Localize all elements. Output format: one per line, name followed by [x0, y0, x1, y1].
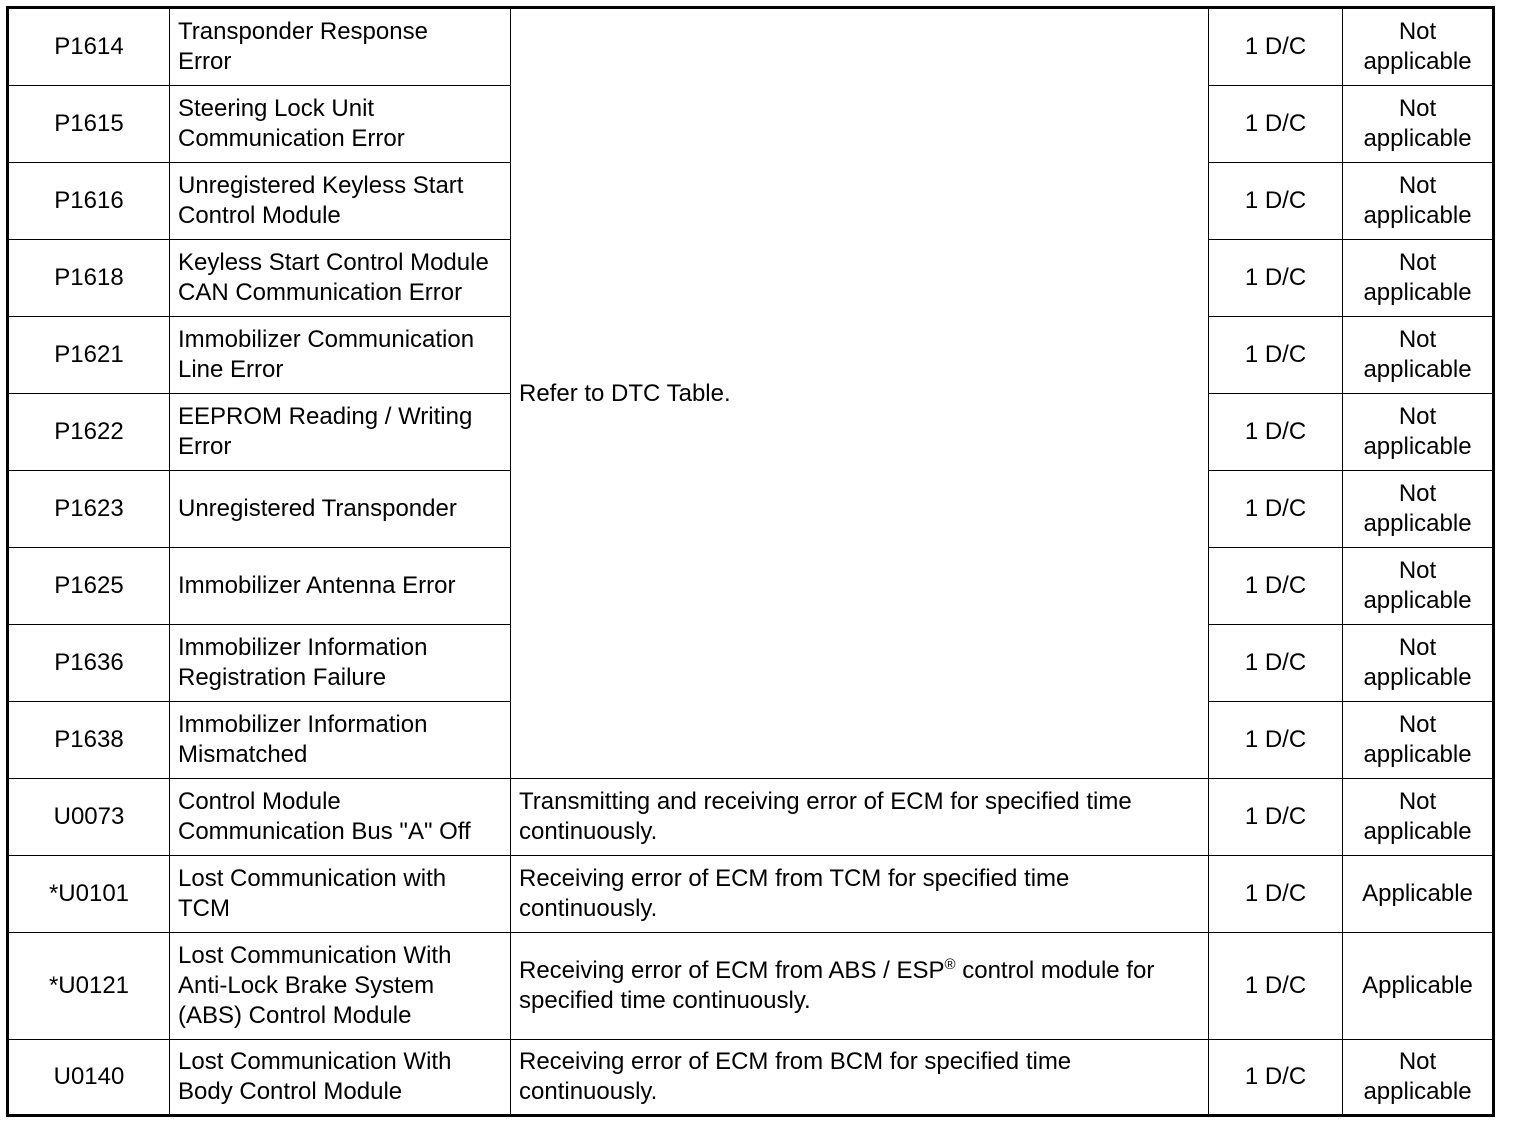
- applicability-line: applicable: [1363, 510, 1472, 537]
- detecting-condition: [511, 1040, 1209, 1116]
- mil-cycle: 1 D/C: [1209, 856, 1343, 933]
- applicability-line: applicable: [1363, 48, 1472, 75]
- applicability: [1343, 1040, 1494, 1116]
- dtc-code: P1616: [8, 163, 170, 240]
- detecting-item: [170, 8, 511, 86]
- applicability: [1343, 86, 1494, 163]
- registered-mark: ®: [944, 956, 956, 973]
- applicability-line: applicable: [1363, 741, 1472, 768]
- mil-cycle: 1 D/C: [1209, 471, 1343, 548]
- applicability: [1343, 240, 1494, 317]
- table-row: [8, 1040, 1494, 1116]
- dtc-code: P1623: [8, 471, 170, 548]
- table-row: [8, 856, 1494, 933]
- dtc-code: P1625: [8, 548, 170, 625]
- detecting-item: [170, 86, 511, 163]
- applicability-line: applicable: [1363, 587, 1472, 614]
- detecting-item-line: Keyless Start Control Module: [178, 249, 489, 276]
- dtc-code: P1622: [8, 394, 170, 471]
- detecting-item-line: Communication Error: [178, 125, 405, 152]
- applicability-line: Not: [1398, 249, 1437, 276]
- applicability: [1343, 702, 1494, 779]
- detecting-item: [170, 856, 511, 933]
- detecting-condition-line: Receiving error of ECM from BCM for specified time: [519, 1048, 1072, 1075]
- detecting-condition-line: continuously.: [519, 1078, 658, 1105]
- mil-cycle: 1 D/C: [1209, 240, 1343, 317]
- detecting-item-line: Lost Communication with: [178, 865, 447, 892]
- mil-cycle: 1 D/C: [1209, 8, 1343, 86]
- detecting-item-line: EEPROM Reading / Writing: [178, 403, 473, 430]
- applicability-line: Not: [1398, 95, 1437, 122]
- applicability: [1343, 163, 1494, 240]
- detecting-item: [170, 779, 511, 856]
- detecting-item-line: Error: [178, 48, 232, 75]
- detecting-item-line: Immobilizer Communication: [178, 326, 475, 353]
- dtc-code: P1621: [8, 317, 170, 394]
- detecting-item-line: Immobilizer Antenna Error: [178, 572, 456, 599]
- detecting-item: [170, 548, 511, 625]
- applicability-line: Applicable: [1362, 972, 1473, 999]
- dtc-code: P1614: [8, 8, 170, 86]
- mil-cycle: 1 D/C: [1209, 702, 1343, 779]
- detecting-item-line: Registration Failure: [178, 664, 387, 691]
- applicability-line: applicable: [1363, 818, 1472, 845]
- mil-cycle: 1 D/C: [1209, 86, 1343, 163]
- applicability: [1343, 471, 1494, 548]
- detecting-item-line: Line Error: [178, 356, 284, 383]
- detecting-item: [170, 1040, 511, 1116]
- applicability-line: applicable: [1363, 279, 1472, 306]
- applicability-line: applicable: [1363, 125, 1472, 152]
- applicability-line: applicable: [1363, 1078, 1472, 1105]
- applicability: [1343, 625, 1494, 702]
- detecting-item-line: Control Module: [178, 788, 341, 815]
- dtc-code: P1618: [8, 240, 170, 317]
- mil-cycle: 1 D/C: [1209, 625, 1343, 702]
- mil-cycle: 1 D/C: [1209, 548, 1343, 625]
- detecting-item: [170, 317, 511, 394]
- detecting-item-line: Mismatched: [178, 741, 308, 768]
- table-row: [8, 933, 1494, 1040]
- detecting-item: [170, 394, 511, 471]
- applicability-line: applicable: [1363, 664, 1472, 691]
- detecting-condition-line: continuously.: [519, 818, 658, 845]
- applicability-line: applicable: [1363, 433, 1472, 460]
- dtc-code: P1636: [8, 625, 170, 702]
- detecting-item: [170, 702, 511, 779]
- detecting-item-line: Communication Bus "A" Off: [178, 818, 471, 845]
- dtc-code: *U0101: [8, 856, 170, 933]
- applicability-line: Not: [1398, 788, 1437, 815]
- applicability: [1343, 548, 1494, 625]
- detecting-item: [170, 933, 511, 1040]
- detecting-item-line: Unregistered Keyless Start: [178, 172, 464, 199]
- detecting-condition: [511, 779, 1209, 856]
- detecting-item-line: Steering Lock Unit: [178, 95, 375, 122]
- applicability-line: Not: [1398, 711, 1437, 738]
- applicability: [1343, 933, 1494, 1040]
- applicability: [1343, 8, 1494, 86]
- dtc-code: *U0121: [8, 933, 170, 1040]
- table-row: [8, 779, 1494, 856]
- detecting-item-line: Lost Communication With: [178, 1048, 452, 1075]
- dtc-code: P1615: [8, 86, 170, 163]
- applicability-line: Not: [1398, 18, 1437, 45]
- detecting-item-line: Transponder Response: [178, 18, 428, 45]
- mil-cycle: 1 D/C: [1209, 933, 1343, 1040]
- applicability: [1343, 394, 1494, 471]
- applicability-line: Not: [1398, 1048, 1437, 1075]
- mil-cycle: 1 D/C: [1209, 317, 1343, 394]
- applicability-line: Not: [1398, 634, 1437, 661]
- detecting-condition-line: specified time continuously.: [519, 987, 811, 1014]
- detecting-item: [170, 471, 511, 548]
- dtc-code: U0073: [8, 779, 170, 856]
- dtc-code: P1638: [8, 702, 170, 779]
- mil-cycle: 1 D/C: [1209, 1040, 1343, 1116]
- detecting-condition-shared: Refer to DTC Table.: [511, 8, 1209, 779]
- applicability: [1343, 779, 1494, 856]
- detecting-condition: [511, 933, 1209, 1040]
- detecting-item-line: Immobilizer Information: [178, 711, 428, 738]
- detecting-item: [170, 163, 511, 240]
- detecting-condition-line: Receiving error of ECM from TCM for specified time: [519, 865, 1070, 892]
- detecting-item: [170, 240, 511, 317]
- mil-cycle: 1 D/C: [1209, 163, 1343, 240]
- detecting-item-line: Body Control Module: [178, 1078, 403, 1105]
- detecting-item-line: Lost Communication With: [178, 942, 452, 969]
- detecting-condition-line: continuously.: [519, 895, 658, 922]
- applicability-line: Not: [1398, 480, 1437, 507]
- detecting-item-line: Error: [178, 433, 232, 460]
- detecting-item-line: Immobilizer Information: [178, 634, 428, 661]
- table-row: [8, 8, 1494, 86]
- mil-cycle: 1 D/C: [1209, 779, 1343, 856]
- applicability-line: Not: [1398, 326, 1437, 353]
- detecting-item-line: (ABS) Control Module: [178, 1002, 412, 1029]
- detecting-item-line: CAN Communication Error: [178, 279, 463, 306]
- applicability-line: Not: [1398, 403, 1437, 430]
- applicability-line: applicable: [1363, 202, 1472, 229]
- applicability-line: Applicable: [1362, 880, 1473, 907]
- detecting-item-line: Control Module: [178, 202, 341, 229]
- applicability: [1343, 317, 1494, 394]
- detecting-item-line: TCM: [178, 895, 230, 922]
- condition-text: Receiving error of ECM from ABS / ESP: [519, 957, 945, 984]
- detecting-condition-line: [519, 956, 1200, 986]
- applicability-line: applicable: [1363, 356, 1472, 383]
- applicability-line: Not: [1398, 172, 1437, 199]
- detecting-condition-line: Transmitting and receiving error of ECM for specified time: [519, 788, 1132, 815]
- detecting-item-line: Unregistered Transponder: [178, 495, 457, 522]
- applicability: [1343, 856, 1494, 933]
- detecting-condition: [511, 856, 1209, 933]
- dtc-table: [6, 6, 1495, 1117]
- condition-text: control module for: [955, 957, 1155, 984]
- detecting-item-line: Anti-Lock Brake System: [178, 972, 435, 999]
- mil-cycle: 1 D/C: [1209, 394, 1343, 471]
- detecting-item: [170, 625, 511, 702]
- applicability-line: Not: [1398, 557, 1437, 584]
- dtc-code: U0140: [8, 1040, 170, 1116]
